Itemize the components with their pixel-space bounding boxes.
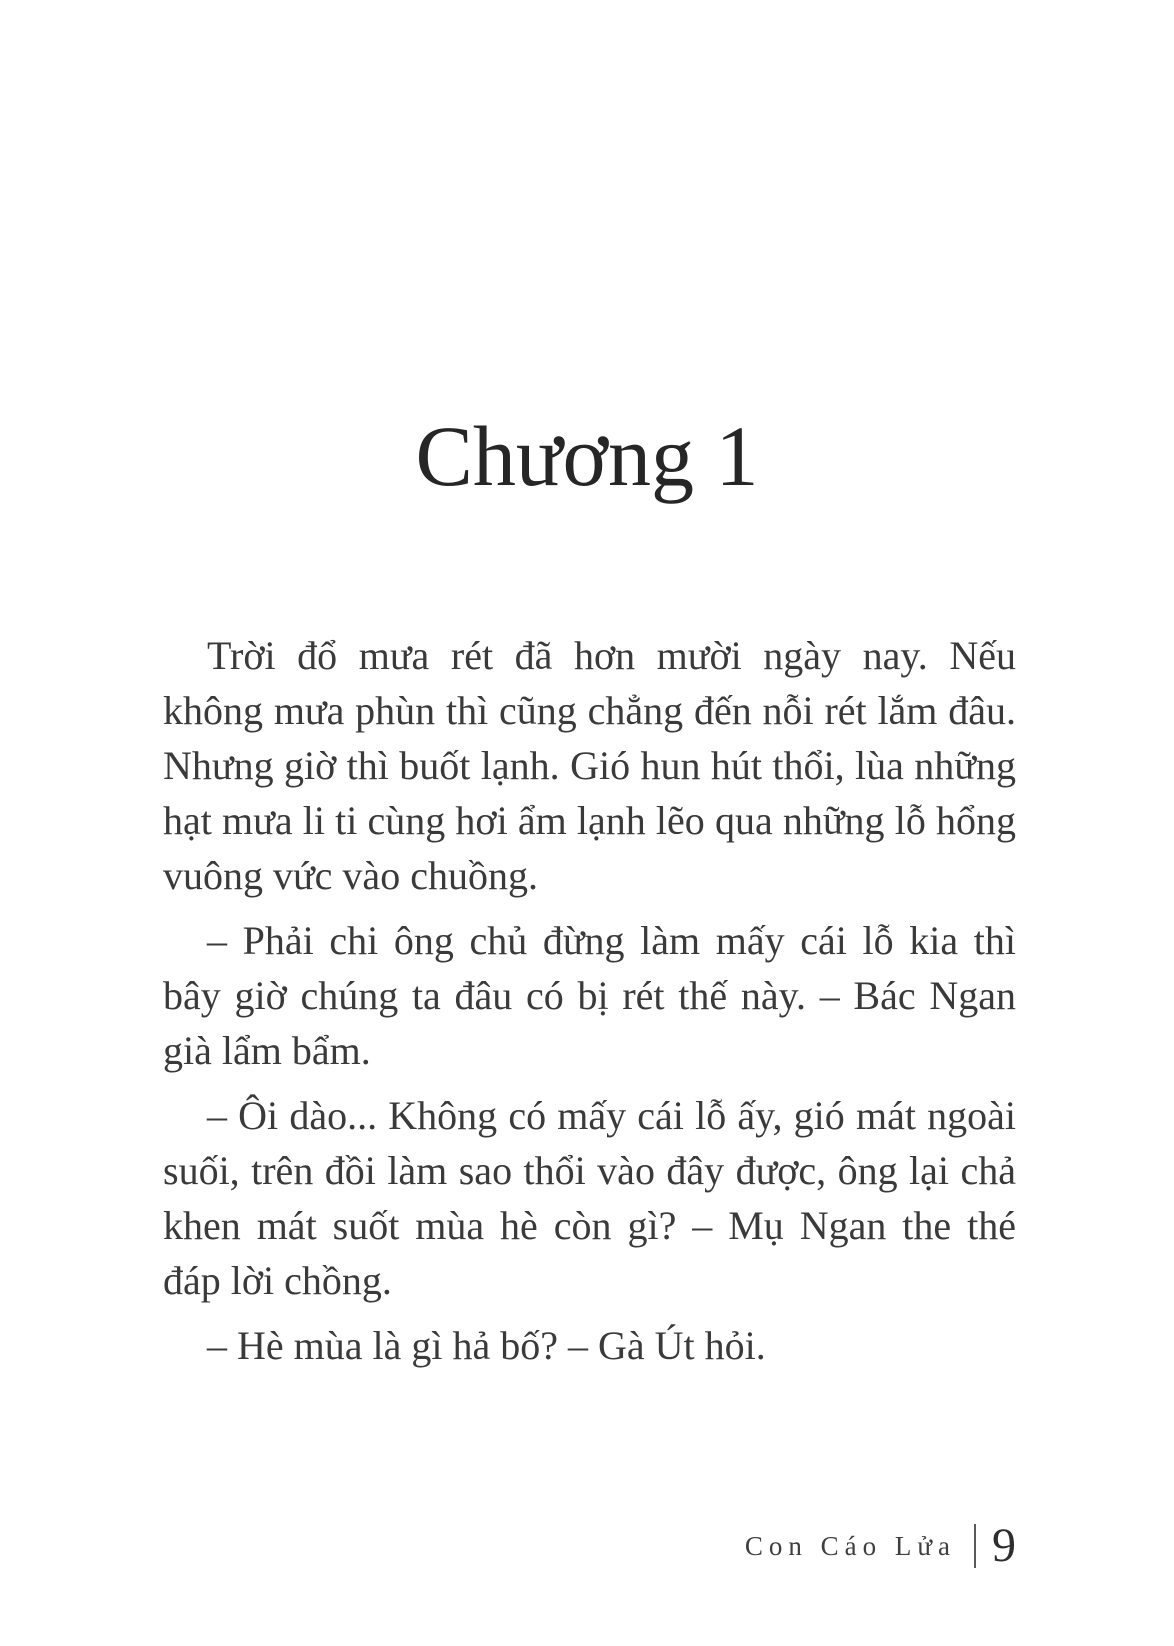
page-footer [744,1519,1016,1572]
chapter-title: Chương 1 [415,408,759,504]
paragraph: Trời đổ mưa rét đã hơn mười ngày nay. Nếu không mưa phùn thì cũng chẳng đến nỗi rét lắm đâu. Nhưng giờ thì buốt lạnh. Gió hun hút thổi, lùa những hạt mưa li ti cùng hơi ẩm lạnh lẽo qua những lỗ hổng vuông vức vào chuồng. [163,633,1016,898]
paragraph: – Ôi dào... Không có mấy cái lỗ ấy, gió mát ngoài suối, trên đồi làm sao thổi vào đây được, ông lại chả khen mát suốt mùa hè còn gì? – Mụ Ngan the thé đáp lời chồng. [163,1093,1016,1303]
body-text [163,628,1016,1383]
book-title: Con Cáo Lửa [744,1530,956,1561]
footer-divider [974,1524,976,1568]
paragraph: – Phải chi ông chủ đừng làm mấy cái lỗ kia thì bây giờ chúng ta đâu có bị rét thế này. – Bác Ngan già lẩm bẩm. [163,918,1016,1073]
page-number: 9 [992,1519,1016,1572]
paragraph: – Hè mùa là gì hả bố? – Gà Út hỏi. [207,1323,766,1368]
